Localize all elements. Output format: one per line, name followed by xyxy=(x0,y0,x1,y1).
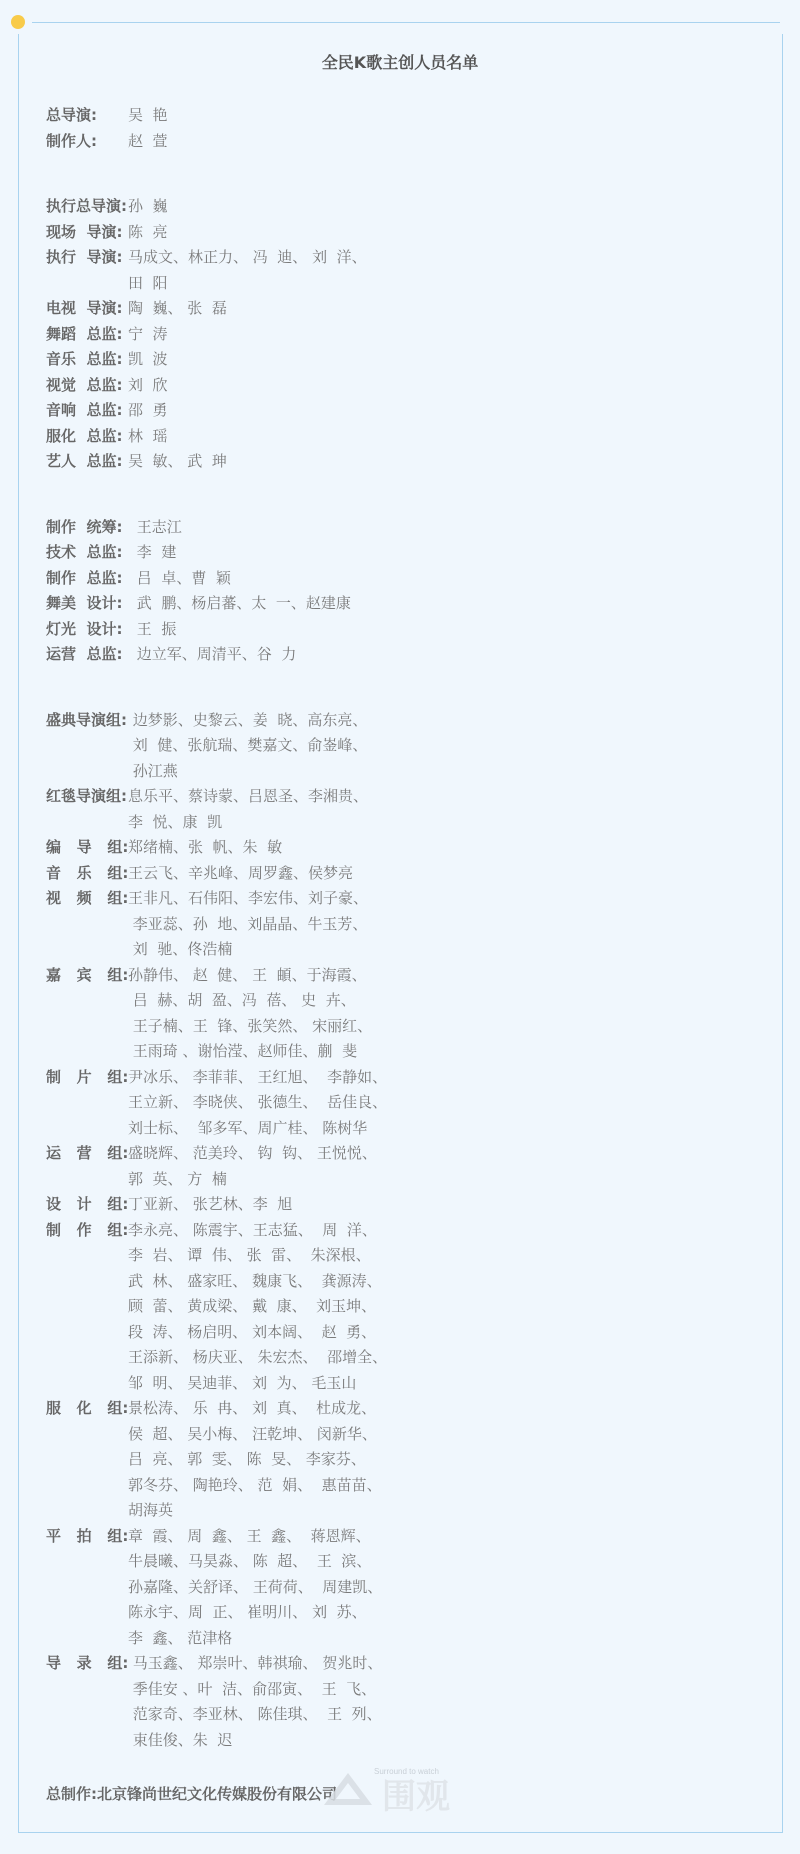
credit-names: 吴 敏、 武 珅 xyxy=(128,452,227,470)
credits-section-directors xyxy=(46,194,606,475)
credit-row xyxy=(46,398,606,424)
credit-row xyxy=(46,1065,606,1142)
credit-names: 盛晓辉、 范美玲、 钩 钩、 王悦悦、 郭 英、 方 楠 xyxy=(128,1144,377,1188)
page-title: 全民K歌主创人员名单 xyxy=(321,53,479,72)
credit-role-label: 执行 导演: xyxy=(46,248,123,266)
credit-row xyxy=(46,784,606,835)
credit-role-label: 音乐 总监: xyxy=(46,350,123,368)
credit-names: 凯 波 xyxy=(128,350,168,368)
credit-names: 陈 亮 xyxy=(128,222,168,241)
credit-role-label: 舞蹈 总监: xyxy=(46,324,123,343)
credit-names: 尹冰乐、 李菲菲、 王红旭、 李静如、 王立新、 李晓侠、 张德生、 岳佳良、 刘士标、 邹多军、周广桂、 陈树华 xyxy=(128,1067,388,1137)
credit-role-label: 制 作 组: xyxy=(46,1220,129,1239)
credit-names: 陶 巍、 张 磊 xyxy=(128,299,227,317)
credit-role-label: 视 频 组: xyxy=(46,889,129,907)
credit-row xyxy=(46,424,606,450)
credit-names: 孙 巍 xyxy=(128,197,168,215)
decorative-dot-icon xyxy=(11,15,25,29)
credits-section-producers xyxy=(46,103,606,154)
credit-names: 边梦影、史黎云、姜 晓、高东亮、 刘 健、张航瑞、樊嘉文、俞崟峰、 孙江燕 xyxy=(132,710,368,780)
credit-role-label: 平 拍 组: xyxy=(46,1526,129,1545)
credit-role-label: 执行总导演: xyxy=(46,197,127,215)
credit-names: 丁亚新、 张艺林、李 旭 xyxy=(128,1195,293,1213)
credit-names: 赵 萱 xyxy=(128,131,168,150)
credit-row xyxy=(46,296,606,322)
credit-names: 马成文、林正力、 冯 迪、 刘 洋、 田 阳 xyxy=(128,248,367,292)
watermark-logo xyxy=(322,1758,492,1818)
credit-names: 王云飞、辛兆峰、周罗鑫、侯梦亮 xyxy=(128,863,354,882)
credit-row xyxy=(46,1396,606,1524)
credit-row xyxy=(46,373,606,399)
watermark-tagline: Surround to watch xyxy=(374,1767,439,1776)
credit-row xyxy=(46,322,606,348)
credit-row xyxy=(46,1651,606,1753)
credit-names: 马玉鑫、 郑崇叶、韩祺瑜、 贺兆时、 季佳安 、叶 洁、俞邵寅、 王 飞、 范家奇、李亚林、 陈佳琪、 王 列、 束佳俊、朱 迟 xyxy=(132,1654,383,1749)
credits-section-teams xyxy=(46,708,606,1754)
credit-row xyxy=(46,566,606,592)
watermark-emblem-icon xyxy=(330,1778,366,1802)
credit-names: 景松涛、 乐 冉、 刘 真、 杜成龙、 侯 超、 吴小梅、 汪乾坤、 闵新华、 吕 亮、 郭 雯、 陈 旻、 李家芬、 郭冬芬、 陶艳玲、 范 娟、 惠苗苗、 胡海英 xyxy=(128,1399,382,1519)
credit-role-label: 技术 总监: xyxy=(46,543,123,561)
credit-role-label: 设 计 组: xyxy=(46,1195,129,1213)
header-divider xyxy=(32,22,780,23)
credit-role-label: 艺人 总监: xyxy=(46,452,123,470)
watermark-brand: 围观 xyxy=(382,1777,450,1817)
credit-names: 武 鹏、杨启蕃、太 一、赵建康 xyxy=(132,594,351,612)
credit-role-label: 总导演: xyxy=(46,106,97,124)
credit-names: 王非凡、石伟阳、李宏伟、刘子豪、 李亚蕊、孙 地、刘晶晶、牛玉芳、 刘 驰、佟浩楠 xyxy=(128,889,369,958)
credit-row xyxy=(46,1141,606,1192)
section-spacer xyxy=(46,154,606,194)
credit-names: 邵 勇 xyxy=(128,401,168,419)
credit-names: 吕 卓、曹 颖 xyxy=(132,568,231,587)
credit-row xyxy=(46,449,606,475)
credit-row xyxy=(46,1524,606,1652)
credit-names: 刘 欣 xyxy=(128,375,168,394)
footer-producer: 总制作:北京锋尚世纪文化传媒股份有限公司 xyxy=(46,1785,338,1803)
credit-role-label: 嘉 宾 组: xyxy=(46,965,129,984)
credit-names: 宁 涛 xyxy=(128,324,168,343)
credit-role-label: 服化 总监: xyxy=(46,426,123,445)
credit-row xyxy=(46,1218,606,1397)
credit-role-label: 制作人: xyxy=(46,131,97,150)
credit-role-label: 编 导 组: xyxy=(46,838,129,856)
section-spacer xyxy=(46,668,606,708)
credit-role-label: 制作 统筹: xyxy=(46,517,123,536)
credit-names: 林 瑶 xyxy=(128,426,168,445)
credit-names: 吴 艳 xyxy=(128,106,168,124)
credit-row xyxy=(46,515,606,541)
credit-row xyxy=(46,194,606,220)
credits-list xyxy=(46,103,606,1753)
credit-role-label: 制作 总监: xyxy=(46,568,123,587)
credit-row xyxy=(46,642,606,668)
credit-role-label: 运 营 组: xyxy=(46,1144,129,1162)
credit-role-label: 导 录 组: xyxy=(46,1654,129,1672)
credit-names: 边立军、周清平、谷 力 xyxy=(132,645,297,663)
credit-names: 王志江 xyxy=(132,517,182,536)
credit-role-label: 红毯导演组: xyxy=(46,787,127,805)
credit-names: 郑绪楠、张 帆、朱 敏 xyxy=(128,838,283,856)
credit-row xyxy=(46,540,606,566)
credit-row xyxy=(46,835,606,861)
credits-section-production xyxy=(46,515,606,668)
credit-role-label: 制 片 组: xyxy=(46,1067,129,1086)
credit-role-label: 灯光 设计: xyxy=(46,619,123,638)
section-spacer xyxy=(46,475,606,515)
credit-row xyxy=(46,347,606,373)
credit-role-label: 舞美 设计: xyxy=(46,594,123,612)
credit-role-label: 电视 导演: xyxy=(46,299,123,317)
credit-role-label: 音 乐 组: xyxy=(46,863,129,882)
credit-row xyxy=(46,220,606,246)
credit-role-label: 音响 总监: xyxy=(46,401,123,419)
credit-role-label: 视觉 总监: xyxy=(46,375,123,394)
credit-names: 章 霞、 周 鑫、 王 鑫、 蒋恩辉、 牛晨曦、马昊淼、 陈 超、 王 滨、 孙嘉隆、关舒译、 王荷荷、 周建凯、 陈永宇、周 正、 崔明川、 刘 苏、 李 鑫、 范津格 xyxy=(128,1526,383,1647)
credit-names: 李永亮、 陈震宇、王志猛、 周 洋、 李 岩、 谭 伟、 张 雷、 朱深根、 武 林、 盛家旺、 魏康飞、 龚源涛、 顾 蕾、 黄成梁、 戴 康、 刘玉坤、 段 涛、 杨启明、 刘本阔、 赵 勇、 王添新、 杨庆亚、 朱宏杰、 邵增全、 邹 明、 吴迪菲、 刘 为、 毛玉山 xyxy=(128,1220,388,1392)
credit-row xyxy=(46,129,606,155)
credit-names: 王 振 xyxy=(132,619,177,638)
credit-row xyxy=(46,708,606,785)
credit-role-label: 现场 导演: xyxy=(46,222,123,241)
credit-names: 息乐平、蔡诗蒙、吕恩圣、李湘贵、 李 悦、康 凯 xyxy=(128,787,369,831)
credit-row xyxy=(46,617,606,643)
credit-row xyxy=(46,886,606,963)
credit-role-label: 运营 总监: xyxy=(46,645,123,663)
credit-row xyxy=(46,245,606,296)
credit-row xyxy=(46,861,606,887)
credit-role-label: 盛典导演组: xyxy=(46,710,127,729)
credit-role-label: 服 化 组: xyxy=(46,1399,129,1417)
credit-row xyxy=(46,963,606,1065)
credit-row xyxy=(46,103,606,129)
credit-row xyxy=(46,591,606,617)
credit-row xyxy=(46,1192,606,1218)
credit-names: 李 建 xyxy=(132,543,177,561)
credit-names: 孙静伟、 赵 健、 王 頔、于海霞、 吕 赫、胡 盈、冯 蓓、 史 卉、 王子楠、王 锋、张笑然、 宋丽红、 王雨琦 、谢怡滢、赵师佳、蒯 斐 xyxy=(128,965,373,1060)
